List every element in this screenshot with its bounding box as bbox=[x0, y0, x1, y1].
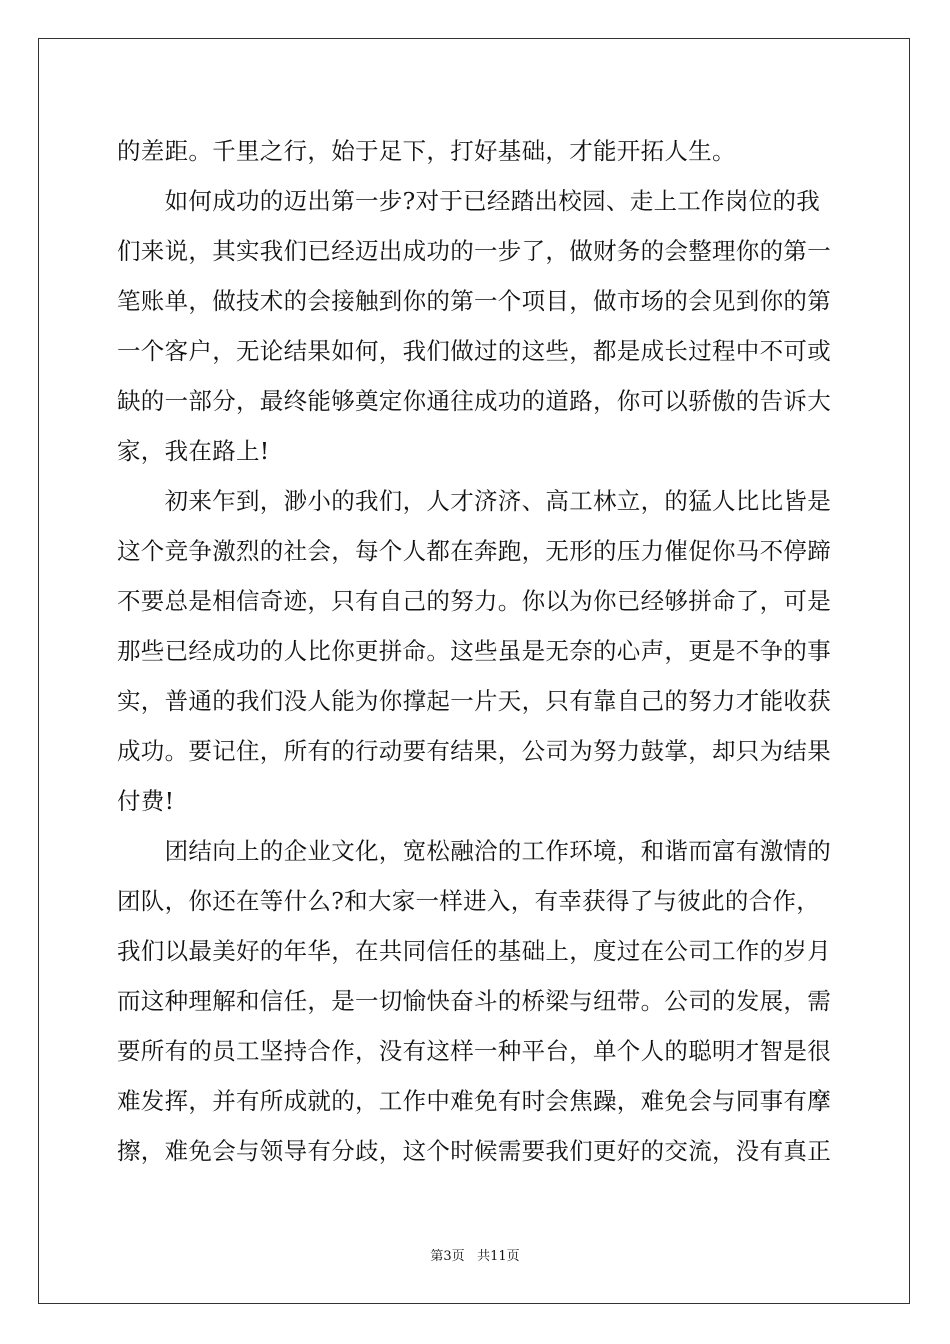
text-line: 初来乍到，渺小的我们，人才济济、高工林立，的猛人比比皆是 bbox=[117, 487, 831, 515]
text-line: 笔账单，做技术的会接触到你的第一个项目，做市场的会见到你的第 bbox=[117, 287, 831, 315]
text-line: 擦，难免会与领导有分歧，这个时候需要我们更好的交流，没有真正 bbox=[117, 1137, 831, 1165]
page-footer bbox=[0, 1247, 950, 1267]
page-number: 第3页 bbox=[430, 1249, 465, 1264]
text-line: 一个客户，无论结果如何，我们做过的这些，都是成长过程中不可或 bbox=[117, 337, 831, 365]
text-line: 我们以最美好的年华，在共同信任的基础上，度过在公司工作的岁月 bbox=[117, 937, 831, 965]
text-line: 团队，你还在等什么?和大家一样进入，有幸获得了与彼此的合作， bbox=[117, 887, 821, 915]
text-line: 付费! bbox=[117, 787, 175, 815]
text-line: 难发挥，并有所成就的，工作中难免有时会焦躁，难免会与同事有摩 bbox=[117, 1087, 831, 1115]
text-line: 实，普通的我们没人能为你撑起一片天，只有靠自己的努力才能收获 bbox=[117, 687, 831, 715]
page-total: 共11页 bbox=[477, 1249, 520, 1264]
text-line: 那些已经成功的人比你更拼命。这些虽是无奈的心声，更是不争的事 bbox=[117, 637, 831, 665]
text-line: 的差距。千里之行，始于足下，打好基础，才能开拓人生。 bbox=[117, 137, 736, 165]
document-body bbox=[117, 126, 835, 1176]
text-line: 不要总是相信奇迹，只有自己的努力。你以为你已经够拼命了，可是 bbox=[117, 587, 831, 615]
text-line: 这个竞争激烈的社会，每个人都在奔跑，无形的压力催促你马不停蹄 bbox=[117, 537, 831, 565]
text-line: 们来说，其实我们已经迈出成功的一步了，做财务的会整理你的第一 bbox=[117, 237, 831, 265]
text-line: 而这种理解和信任，是一切愉快奋斗的桥梁与纽带。公司的发展，需 bbox=[117, 987, 831, 1015]
text-line: 要所有的员工坚持合作，没有这样一种平台，单个人的聪明才智是很 bbox=[117, 1037, 831, 1065]
text-line: 家，我在路上! bbox=[117, 437, 270, 465]
text-line: 缺的一部分，最终能够奠定你通往成功的道路，你可以骄傲的告诉大 bbox=[117, 387, 831, 415]
text-line: 成功。要记住，所有的行动要有结果，公司为努力鼓掌，却只为结果 bbox=[117, 737, 831, 765]
text-line: 团结向上的企业文化，宽松融洽的工作环境，和谐而富有激情的 bbox=[117, 837, 831, 865]
text-line: 如何成功的迈出第一步?对于已经踏出校园、走上工作岗位的我 bbox=[117, 187, 821, 215]
